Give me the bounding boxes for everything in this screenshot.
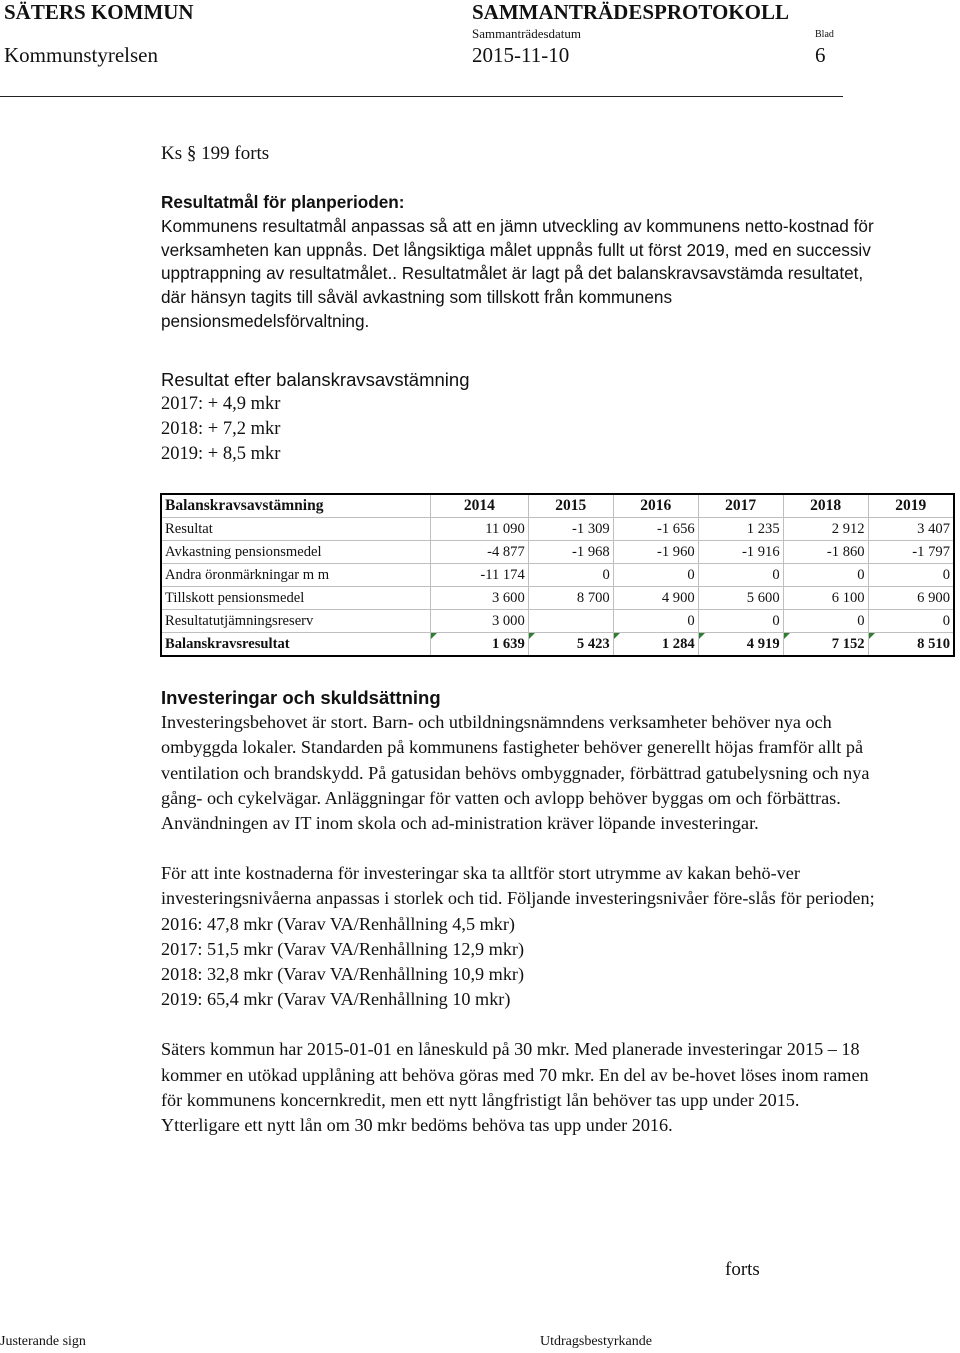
- comment-flag-icon: [431, 633, 437, 639]
- table-cell: Resultat: [161, 518, 431, 541]
- table-cell: -1 860: [783, 541, 868, 564]
- table-header-cell: 2017: [698, 494, 783, 518]
- table-row: [161, 541, 954, 564]
- table-cell: [528, 610, 613, 633]
- table-cell: [613, 633, 698, 657]
- table-cell: 3 000: [431, 610, 529, 633]
- footer-utdragsbestyrkande: Utdragsbestyrkande: [540, 1334, 652, 1349]
- resultat-efter-heading: Resultat efter balanskravsavstämning: [161, 369, 470, 390]
- continued-label: forts: [725, 1259, 760, 1280]
- table-cell: [431, 633, 529, 657]
- table-cell: 0: [783, 610, 868, 633]
- comment-flag-icon: [699, 633, 705, 639]
- table-header-cell: 2018: [783, 494, 868, 518]
- table-cell: 1 235: [698, 518, 783, 541]
- table-cell: -1 656: [613, 518, 698, 541]
- table-cell: Andra öronmärkningar m m: [161, 564, 431, 587]
- resultatmal-heading: Resultatmål för planperioden:: [161, 192, 405, 212]
- footer-justerande-sign: Justerande sign: [0, 1334, 86, 1349]
- total-value: 1 639: [491, 636, 525, 652]
- table-header-cell: 2015: [528, 494, 613, 518]
- header-rule: [0, 96, 843, 97]
- resultatmal-section: [161, 191, 881, 334]
- meeting-date: 2015-11-10: [472, 43, 570, 67]
- resultat-efter-section: [161, 367, 881, 467]
- total-value: 5 423: [576, 636, 610, 652]
- table-header-cell: 2014: [431, 494, 529, 518]
- table-cell: 6 100: [783, 587, 868, 610]
- table-cell: Tillskott pensionsmedel: [161, 587, 431, 610]
- total-value: 4 919: [746, 636, 780, 652]
- table-cell: 6 900: [868, 587, 954, 610]
- table-cell: Balanskravsresultat: [161, 633, 431, 657]
- resultat-line: 2017: + 4,9 mkr: [161, 394, 281, 414]
- resultatmal-body: Kommunens resultatmål anpassas så att en jämn utveckling av kommunens netto-kostnad för verksamheten kan uppnås. Det långsiktiga målet uppnås fullt ut först 2019, med en successiv upptrappning av resultatmålet.. Resultatmålet är lagt på det balanskravsavstämda resultatet, där hänsyn tagits till såväl avkastning som tillskott från kommunens pensionsmedelsförvaltning.: [161, 215, 874, 331]
- comment-flag-icon: [869, 633, 875, 639]
- table-header-row: [161, 494, 954, 518]
- comment-flag-icon: [529, 633, 535, 639]
- document-type: SAMMANTRÄDESPROTOKOLL: [472, 0, 789, 24]
- table-cell: 5 600: [698, 587, 783, 610]
- table-row: [161, 587, 954, 610]
- table-row: [161, 518, 954, 541]
- table-cell: -1 916: [698, 541, 783, 564]
- total-value: 1 284: [661, 636, 695, 652]
- table-cell: 8 700: [528, 587, 613, 610]
- balanskrav-table: [160, 493, 955, 657]
- municipality-name: SÄTERS KOMMUN: [4, 0, 194, 24]
- table-cell: 0: [783, 564, 868, 587]
- table-cell: -1 960: [613, 541, 698, 564]
- page-number: 6: [815, 43, 826, 67]
- investeringar-paragraph-1: Investeringsbehovet är stort. Barn- och utbildningsnämndens verksamheter behöver nya och ombyggda lokaler. Standarden på kommunens fastigheter behöver generellt höjas framför allt på ventilation och brandskydd. På gatusidan behövs ombyggnader, förbättrad gatubelysning och nya gång- och cykelvägar. Anläggningar för vatten och avlopp behöver byggas om och förbättras. Användningen av IT inom skola och ad-ministration kräver löpande investeringar.: [161, 712, 870, 834]
- investeringar-heading: Investeringar och skuldsättning: [161, 687, 441, 708]
- table-cell: 0: [613, 610, 698, 633]
- investering-level: 2018: 32,8 mkr (Varav VA/Renhållning 10,9 mkr): [161, 964, 525, 985]
- table-total-row: [161, 633, 954, 657]
- total-value: 7 152: [831, 636, 865, 652]
- table-cell: 0: [698, 564, 783, 587]
- table-cell: -1 797: [868, 541, 954, 564]
- investering-level: 2019: 65,4 mkr (Varav VA/Renhållning 10 mkr): [161, 989, 511, 1010]
- resultat-line: 2019: + 8,5 mkr: [161, 444, 281, 464]
- comment-flag-icon: [614, 633, 620, 639]
- table-cell: 2 912: [783, 518, 868, 541]
- investering-level: 2016: 47,8 mkr (Varav VA/Renhållning 4,5 mkr): [161, 913, 515, 934]
- table-cell: 3 600: [431, 587, 529, 610]
- table-cell: [528, 633, 613, 657]
- table-row: [161, 564, 954, 587]
- table-cell: [698, 633, 783, 657]
- date-label: Sammanträdesdatum: [472, 26, 582, 41]
- table-cell: 0: [528, 564, 613, 587]
- comment-flag-icon: [784, 633, 790, 639]
- investeringar-paragraph-2: För att inte kostnaderna för investeringar ska ta alltför stort utrymme av kakan behö-ver investeringsnivåerna anpassas i storlek och tid. Följande investeringsnivåer före-slås för perioden;: [161, 863, 875, 909]
- investeringar-section: [161, 685, 881, 1138]
- table-cell: 11 090: [431, 518, 529, 541]
- table-row: [161, 610, 954, 633]
- table-cell: [868, 633, 954, 657]
- table-cell: -11 174: [431, 564, 529, 587]
- table-cell: 0: [868, 564, 954, 587]
- section-reference: Ks § 199 forts: [161, 143, 270, 164]
- table-cell: 0: [613, 564, 698, 587]
- table-cell: -4 877: [431, 541, 529, 564]
- investeringar-paragraph-3: Säters kommun har 2015-01-01 en låneskuld på 30 mkr. Med planerade investeringar 2015 – 18 kommer en utökad upplåning att behöva göras med 70 mkr. En del av be-hovet löses inom ramen för kommunens koncernkredit, men ett nytt långfristigt lån behöver tas upp under 2015. Ytterligare ett nytt lån om 30 mkr bedöms behöva tas upp under 2016.: [161, 1039, 869, 1136]
- table-cell: 3 407: [868, 518, 954, 541]
- board-name: Kommunstyrelsen: [4, 43, 158, 67]
- table-cell: 4 900: [613, 587, 698, 610]
- table-cell: Resultatutjämningsreserv: [161, 610, 431, 633]
- table-cell: -1 968: [528, 541, 613, 564]
- resultat-line: 2018: + 7,2 mkr: [161, 419, 281, 439]
- table-header-cell: 2016: [613, 494, 698, 518]
- table-cell: Avkastning pensionsmedel: [161, 541, 431, 564]
- table-header-cell: 2019: [868, 494, 954, 518]
- table-cell: 0: [698, 610, 783, 633]
- table-cell: 0: [868, 610, 954, 633]
- investering-level: 2017: 51,5 mkr (Varav VA/Renhållning 12,9 mkr): [161, 938, 525, 959]
- table-cell: [783, 633, 868, 657]
- table-header-cell: Balanskravsavstämning: [161, 494, 431, 518]
- table-cell: -1 309: [528, 518, 613, 541]
- total-value: 8 510: [917, 636, 950, 652]
- page-label: Blad: [815, 29, 834, 40]
